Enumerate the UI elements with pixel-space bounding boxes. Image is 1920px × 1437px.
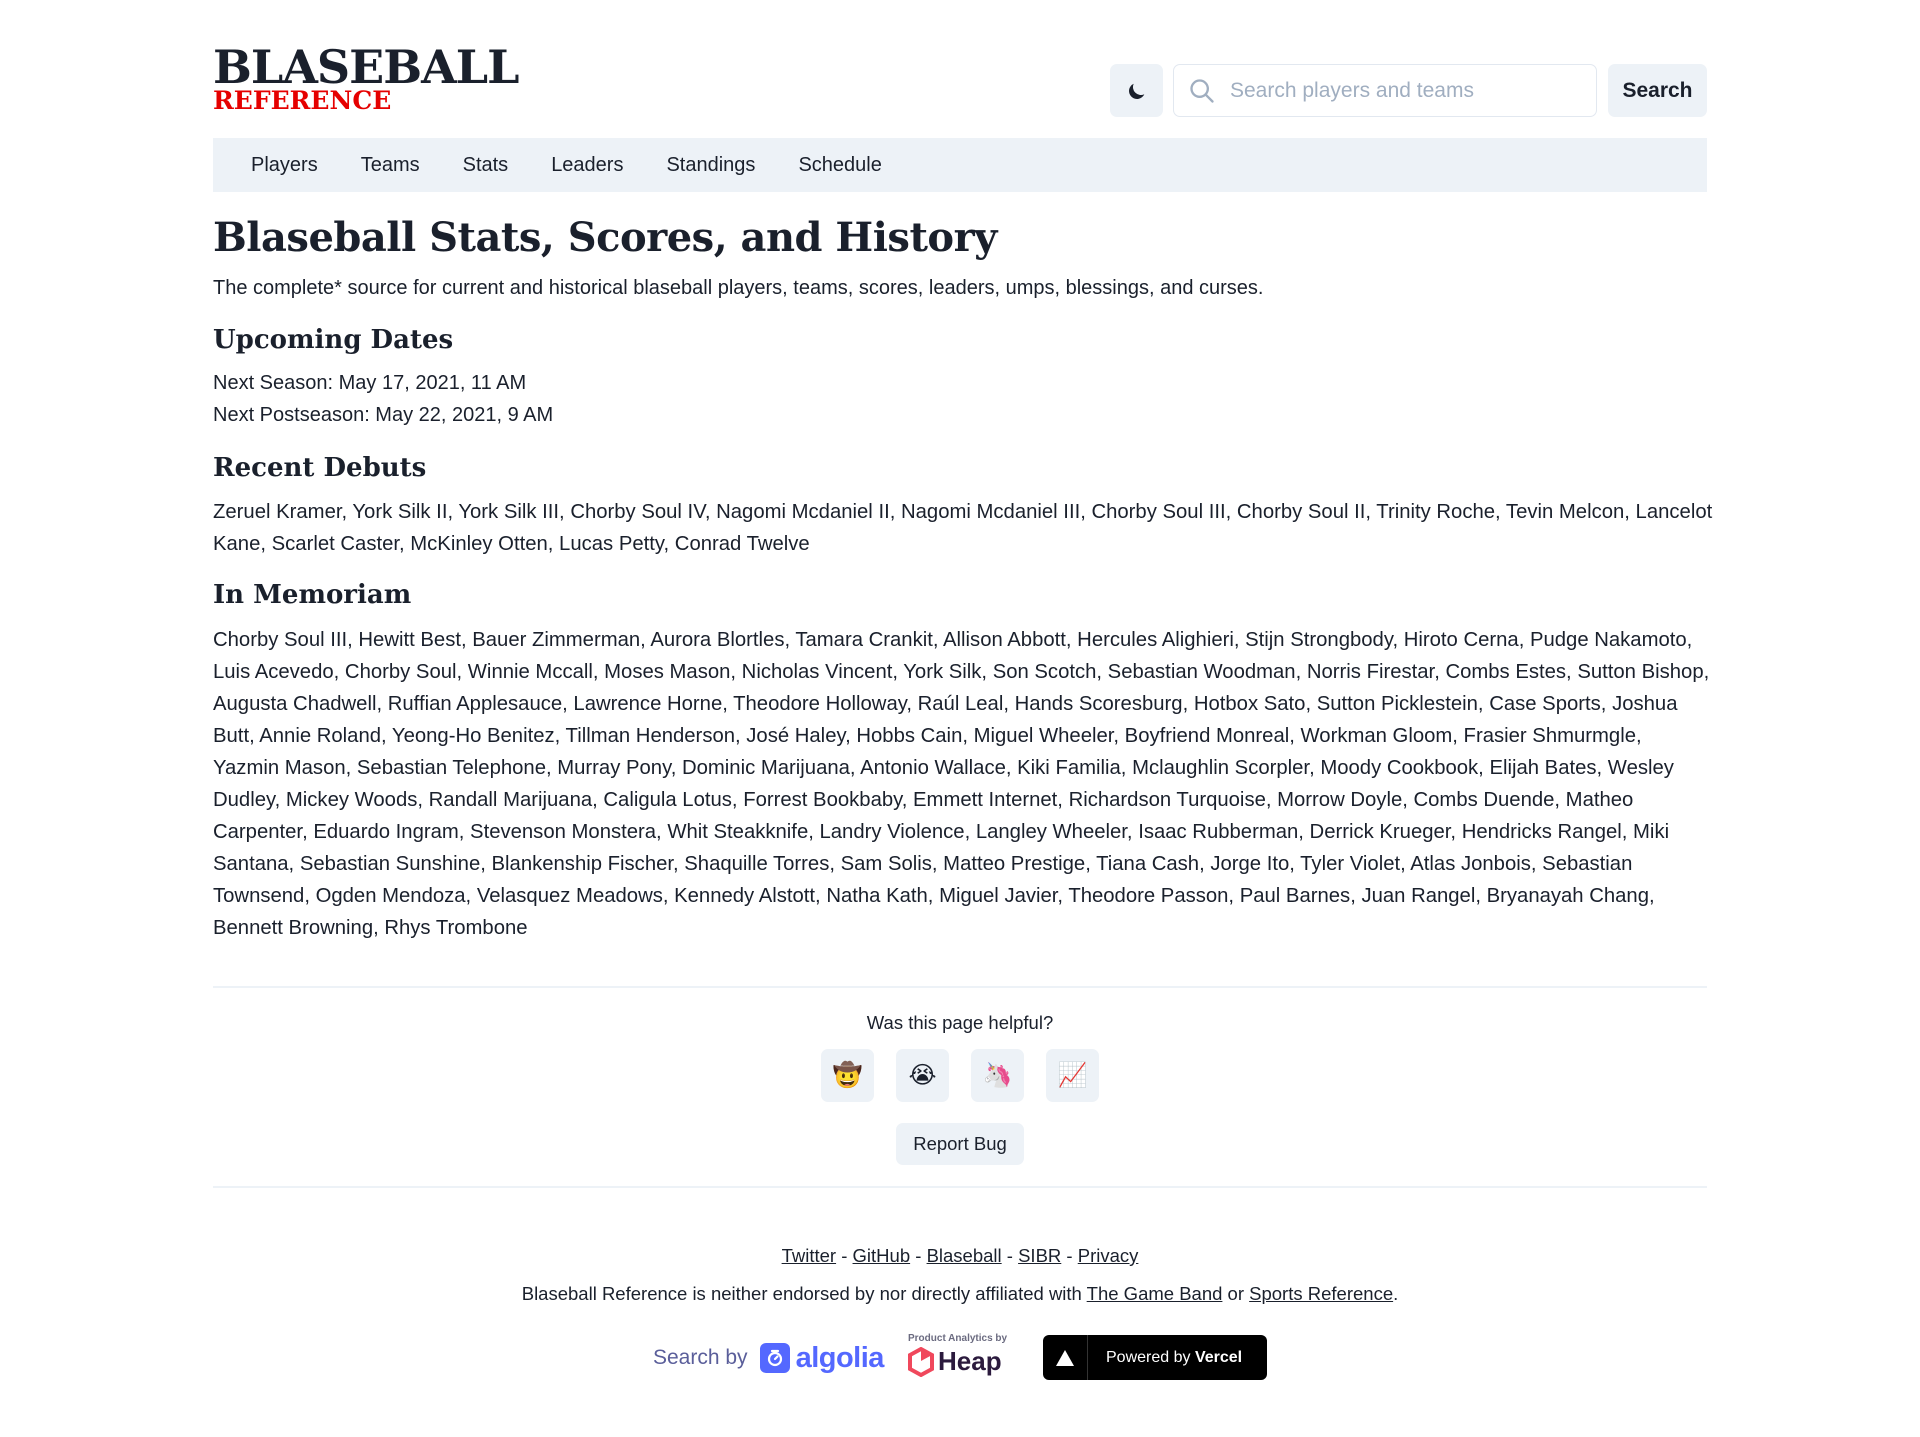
sports-reference-link[interactable]: Sports Reference bbox=[1249, 1283, 1394, 1304]
nav-item-players[interactable]: Players bbox=[251, 153, 318, 176]
search-button[interactable]: Search bbox=[1608, 64, 1707, 117]
nav-item-teams[interactable]: Teams bbox=[360, 153, 420, 176]
vercel-badge[interactable] bbox=[1043, 1335, 1267, 1380]
in-memoriam-list: Chorby Soul III, Hewitt Best, Bauer Zimmerman, Aurora Blortles, Tamara Crankit, Allison Abbott, Hercules Alighieri, Stijn Strongbody, Hiroto Cerna, Pudge Nakamoto, Luis Acevedo, Chorby Soul, Winnie Mccall, Moses Mason, Nicholas Vincent, York Silk, Son Scotch, Sebastian Woodman, Norris Firestar, Combs Estes, Sutton Bishop, Augusta Chadwell, Ruffian Applesauce, Lawrence Horne, Theodore Holloway, Raúl Leal, Hands Scoresburg, Hotbox Sato, Sutton Picklestein, Case Sports, Joshua Butt, Annie Roland, Yeong-Ho Benitez, Tillman Henderson, José Haley, Hobbs Cain, Miguel Wheeler, Boyfriend Monreal, Workman Gloom, Frasier Shmurmgle, Yazmin Mason, Sebastian Telephone, Murray Pony, Dominic Marijuana, Antonio Wallace, Kiki Familia, Mclaughlin Scorpler, Moody Cookbook, Elijah Bates, Wesley Dudley, Mickey Woods, Randall Marijuana, Caligula Lotus, Forrest Bookbaby, Emmett Internet, Richardson Turquoise, Morrow Doyle, Combs Duende, Matheo Carpenter, Eduardo Ingram, Stevenson Monstera, Whit Steakknife, Landry Violence, Langley Wheeler, Isaac Rubberman, Derrick Krueger, Hendricks Rangel, Miki Santana, Sebastian Sunshine, Blankenship Fischer, Shaquille Torres, Sam Solis, Matteo Prestige, Tiana Cash, Jorge Ito, Tyler Violet, Atlas Jonbois, Sebastian Townsend, Ogden Mendoza, Velasquez Meadows, Kennedy Alstott, Natha Kath, Miguel Javier, Theodore Passon, Paul Barnes, Juan Rangel, Bryanayah Chang, Bennett Browning, Rhys Trombone bbox=[213, 629, 1710, 939]
disclaimer-suffix: . bbox=[1393, 1283, 1399, 1304]
heap-logo-row bbox=[908, 1346, 1007, 1377]
footer-link-twitter[interactable]: Twitter bbox=[781, 1245, 837, 1266]
upcoming-dates-heading: Upcoming Dates bbox=[213, 325, 454, 355]
recent-debuts-heading: Recent Debuts bbox=[213, 453, 427, 483]
cowboy-emoji-icon: 🤠 bbox=[832, 1062, 863, 1089]
search-input[interactable] bbox=[1230, 79, 1590, 103]
heap-name: Heap bbox=[938, 1346, 1002, 1376]
reaction-unicorn-button[interactable] bbox=[971, 1049, 1024, 1102]
nav-item-standings[interactable]: Standings bbox=[666, 153, 756, 176]
separator: - bbox=[910, 1245, 927, 1266]
algolia-badge[interactable] bbox=[653, 1341, 884, 1375]
separator: - bbox=[1061, 1245, 1078, 1266]
logo-sub-text: REFERENCE bbox=[213, 86, 392, 115]
reaction-crying-button[interactable] bbox=[896, 1049, 949, 1102]
disclaimer-prefix: Blaseball Reference is neither endorsed by nor directly affiliated with bbox=[521, 1283, 1087, 1304]
search-field[interactable] bbox=[1173, 64, 1597, 117]
reaction-chart-button[interactable] bbox=[1046, 1049, 1099, 1102]
moon-icon bbox=[1127, 81, 1147, 101]
algolia-logo-icon bbox=[760, 1343, 790, 1373]
algolia-name: algolia bbox=[795, 1341, 884, 1374]
in-memoriam-heading: In Memoriam bbox=[213, 580, 412, 610]
reaction-cowboy-button[interactable] bbox=[821, 1049, 874, 1102]
heap-badge[interactable] bbox=[908, 1333, 1007, 1377]
unicorn-emoji-icon: 🦄 bbox=[982, 1062, 1013, 1089]
logo-main-text: BLASEBALL bbox=[213, 40, 519, 94]
disclaimer-mid: or bbox=[1222, 1283, 1250, 1304]
algolia-prefix: Search by bbox=[653, 1346, 748, 1369]
theme-toggle-button[interactable] bbox=[1110, 64, 1163, 117]
site-logo[interactable] bbox=[213, 40, 519, 115]
report-bug-button[interactable]: Report Bug bbox=[896, 1123, 1024, 1165]
main-nav bbox=[213, 138, 1707, 192]
footer-link-github[interactable]: GitHub bbox=[852, 1245, 911, 1266]
page-title: Blaseball Stats, Scores, and History bbox=[213, 214, 997, 261]
vercel-name: Vercel bbox=[1194, 1348, 1243, 1366]
feedback-reactions bbox=[821, 1049, 1099, 1102]
separator: - bbox=[1001, 1245, 1019, 1266]
search-icon bbox=[1188, 77, 1216, 105]
nav-item-schedule[interactable]: Schedule bbox=[798, 153, 882, 176]
feedback-question: Was this page helpful? bbox=[866, 1012, 1054, 1033]
footer-link-blaseball[interactable]: Blaseball bbox=[926, 1245, 1002, 1266]
vercel-prefix: Powered by bbox=[1106, 1348, 1195, 1366]
nav-item-stats[interactable]: Stats bbox=[462, 153, 509, 176]
footer-links bbox=[0, 1245, 1920, 1267]
heap-logo-icon bbox=[908, 1347, 934, 1377]
vercel-logo-icon bbox=[1043, 1335, 1088, 1380]
divider bbox=[213, 986, 1707, 988]
footer-link-sibr[interactable]: SIBR bbox=[1018, 1245, 1062, 1266]
heap-caption: Product Analytics by bbox=[908, 1333, 1008, 1344]
crying-emoji-icon: 😭 bbox=[908, 1062, 937, 1089]
nav-item-leaders[interactable]: Leaders bbox=[551, 153, 624, 176]
footer-link-privacy[interactable]: Privacy bbox=[1077, 1245, 1139, 1266]
disclaimer bbox=[0, 1283, 1920, 1305]
divider bbox=[213, 1186, 1707, 1188]
recent-debuts-list: Zeruel Kramer, York Silk II, York Silk III, Chorby Soul IV, Nagomi Mcdaniel II, Nagomi Mcdaniel III, Chorby Soul III, Chorby Soul II, Trinity Roche, Tevin Melcon, Lancelot Kane, Scarlet Caster, McKinley Otten, Lucas Petty, Conrad Twelve bbox=[213, 501, 1713, 555]
next-season-date: Next Season: May 17, 2021, 11 AM bbox=[213, 372, 527, 394]
next-postseason-date: Next Postseason: May 22, 2021, 9 AM bbox=[213, 404, 554, 426]
separator: - bbox=[836, 1245, 853, 1266]
vercel-text bbox=[1106, 1349, 1242, 1367]
page-subtitle: The complete* source for current and historical blaseball players, teams, scores, leaders, umps, blessings, and curses. bbox=[213, 277, 1264, 299]
the-game-band-link[interactable]: The Game Band bbox=[1086, 1283, 1223, 1304]
chart-increasing-emoji-icon: 📈 bbox=[1057, 1062, 1088, 1089]
